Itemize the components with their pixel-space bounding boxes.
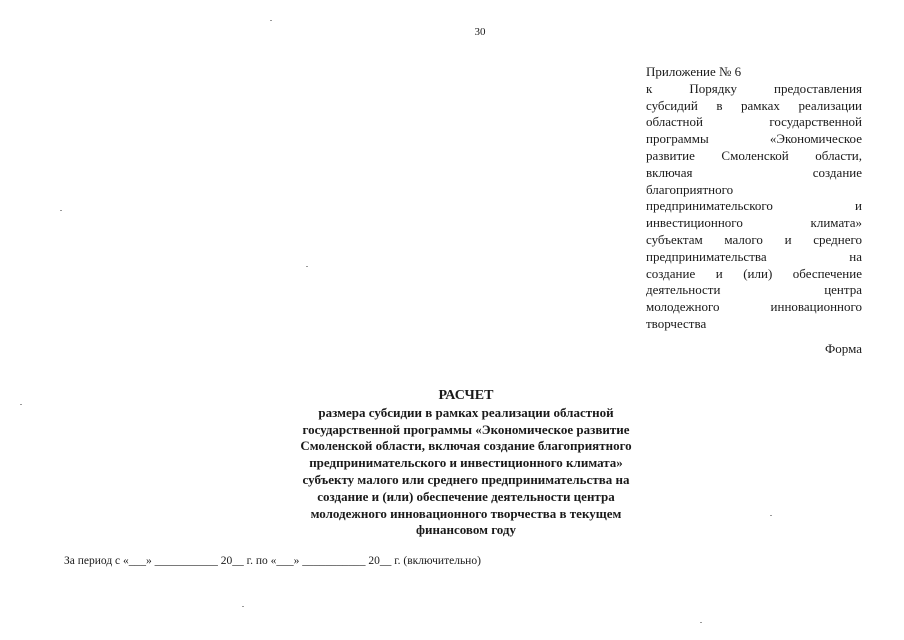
appendix-line: деятельности центра: [646, 282, 862, 298]
scan-speck: [270, 20, 272, 21]
subtitle-line: создание и (или) обеспечение деятельности центра: [317, 488, 615, 504]
subtitle-line: Смоленской области, включая создание благоприятного: [300, 438, 632, 454]
appendix-line: субсидий в рамках реализации: [646, 97, 862, 113]
appendix-line: создание и (или) обеспечение: [646, 265, 862, 281]
appendix-line: областной государственной: [646, 114, 862, 130]
scan-speck: [60, 210, 62, 211]
scan-speck: [20, 404, 22, 405]
scan-speck: [306, 266, 308, 267]
subtitle-line: молодежного инновационного творчества в текущем: [310, 505, 622, 521]
subtitle-line: размера субсидии в рамках реализации областной: [318, 404, 614, 420]
appendix-block: [646, 64, 862, 333]
document-title: РАСЧЕТ: [438, 388, 494, 403]
appendix-line: к Порядку предоставления: [646, 80, 862, 96]
appendix-line: молодежного инновационного: [646, 299, 862, 315]
scan-speck: [770, 515, 772, 516]
subtitle-line: предпринимательского и инвестиционного климата»: [309, 455, 623, 471]
form-label: Форма: [825, 341, 862, 356]
appendix-line: предпринимательства на: [646, 248, 862, 264]
appendix-heading: Приложение № 6: [646, 64, 742, 79]
appendix-line: благоприятного: [646, 181, 734, 197]
appendix-line: инвестиционного климата»: [646, 215, 862, 231]
subtitle-line: субъекту малого или среднего предпринимательства на: [302, 471, 630, 487]
page-number: 30: [474, 26, 486, 38]
scan-speck: [700, 622, 702, 623]
appendix-line: предпринимательского и: [646, 198, 862, 214]
title-block: [240, 388, 692, 539]
scan-speck: [242, 606, 244, 607]
appendix-line: развитие Смоленской области,: [646, 147, 862, 163]
appendix-line: включая создание: [646, 164, 862, 180]
appendix-line: программы «Экономическое: [646, 131, 862, 147]
period-line: За период с «___» ___________ 20__ г. по «___» ___________ 20__ г. (включительно): [64, 555, 481, 567]
subtitle-line: финансовом году: [416, 522, 516, 538]
subtitle-line: государственной программы «Экономическое развитие: [302, 421, 630, 437]
appendix-last-line: творчества: [646, 315, 707, 331]
appendix-line: субъектам малого и среднего: [646, 231, 862, 247]
